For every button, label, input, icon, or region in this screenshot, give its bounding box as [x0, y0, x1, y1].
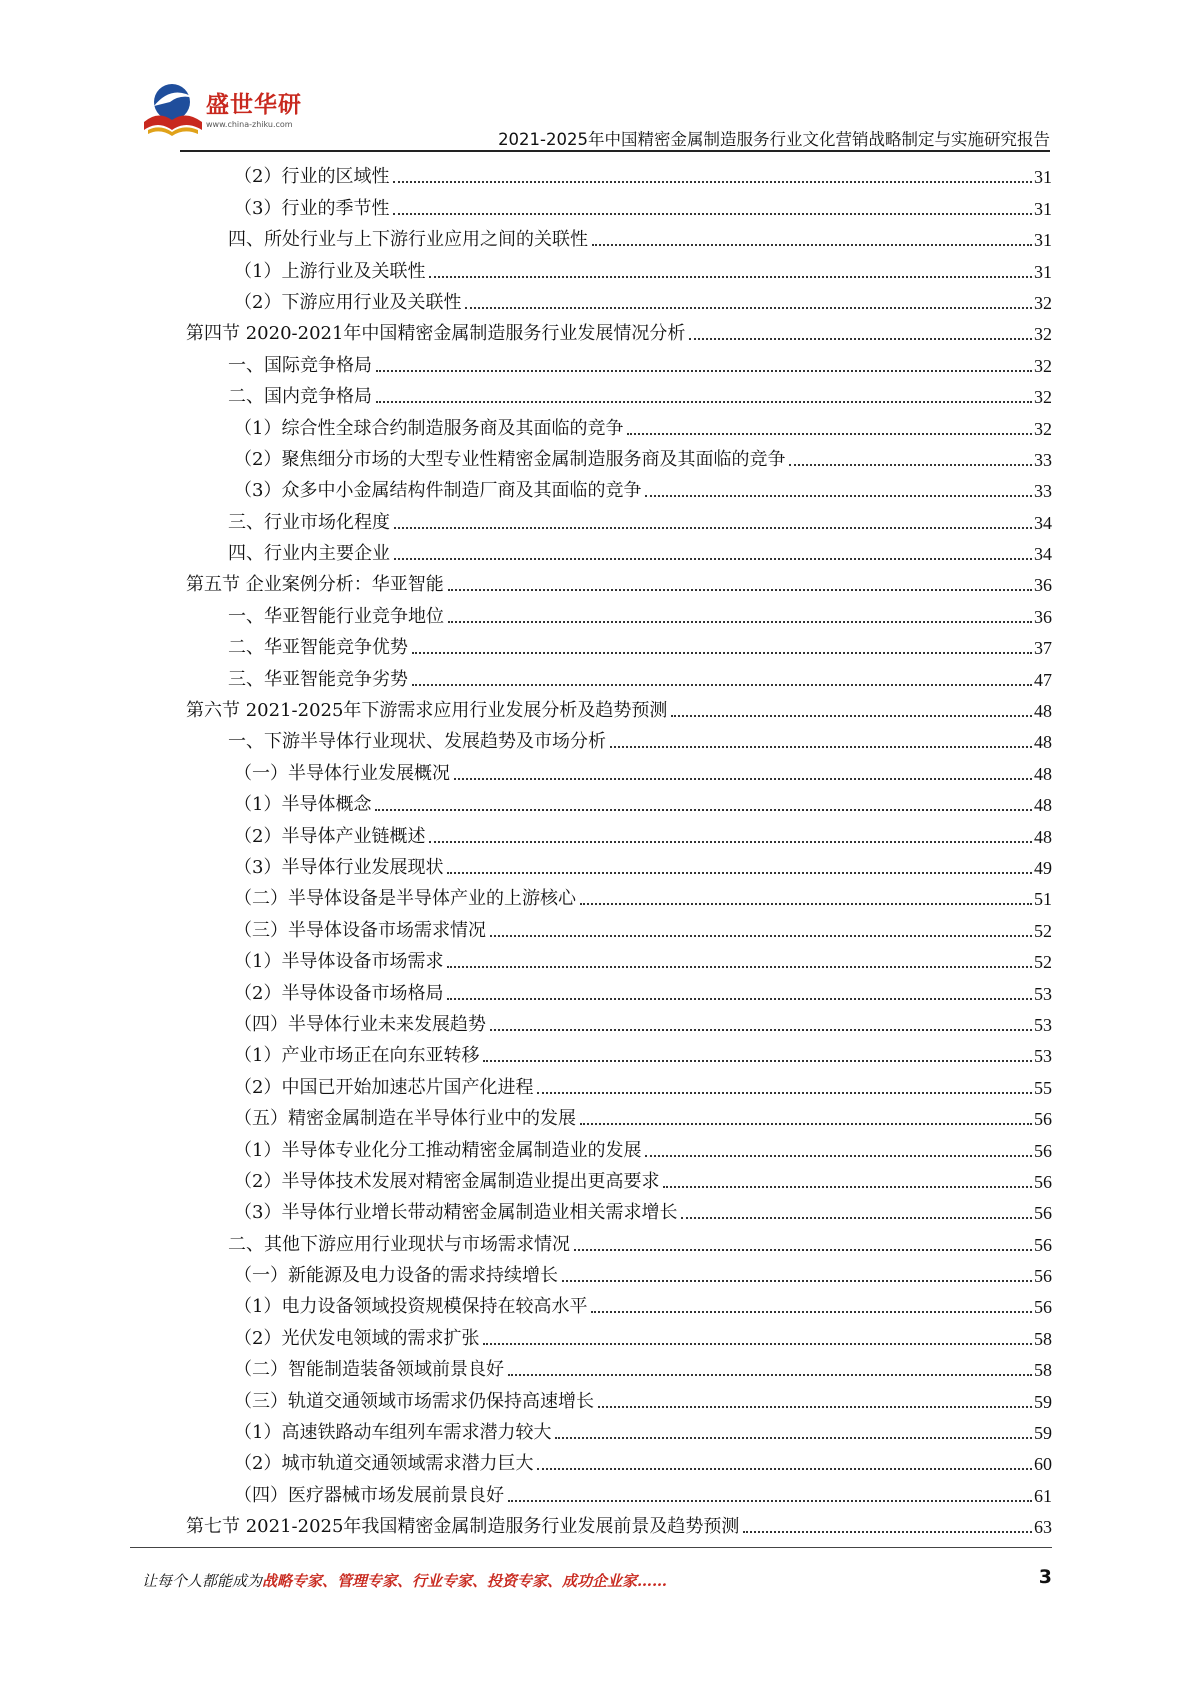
toc-entry-page: 63: [1034, 1517, 1052, 1538]
toc-entry-page: 53: [1034, 1014, 1052, 1035]
toc-leader-dots: [663, 1185, 1032, 1188]
toc-entry[interactable]: [186, 1508, 1052, 1539]
toc-entry[interactable]: [186, 817, 1052, 848]
toc-entry-label: （1）产业市场正在向东亚转移: [234, 1045, 480, 1067]
toc-entry-label: 三、华亚智能竞争劣势: [228, 668, 408, 690]
toc-entry-label: （四）半导体行业未来发展趋势: [234, 1013, 486, 1035]
toc-entry[interactable]: [186, 1414, 1052, 1445]
toc-entry[interactable]: [186, 378, 1052, 409]
toc-entry-page: 31: [1034, 261, 1052, 282]
toc-entry-label: （3）半导体行业增长带动精密金属制造业相关需求增长: [234, 1202, 678, 1224]
toc-entry-label: （2）聚焦细分市场的大型专业性精密金属制造服务商及其面临的竞争: [234, 448, 786, 470]
toc-entry[interactable]: [186, 786, 1052, 817]
toc-entry-label: （3）行业的季节性: [234, 197, 390, 219]
toc-entry-page: 33: [1034, 449, 1052, 470]
toc-entry-label: 二、华亚智能竞争优势: [228, 637, 408, 659]
toc-entry-page: 34: [1034, 512, 1052, 533]
toc-entry-label: （一）半导体行业发展概况: [234, 762, 450, 784]
toc-entry[interactable]: [186, 1476, 1052, 1507]
toc-leader-dots: [447, 965, 1032, 968]
toc-entry[interactable]: [186, 849, 1052, 880]
toc-entry-label: 三、行业市场化程度: [228, 511, 390, 533]
toc-entry-label: （1）高速铁路动车组列车需求潜力较大: [234, 1422, 552, 1444]
toc-entry-label: （2）半导体技术发展对精密金属制造业提出更高要求: [234, 1170, 660, 1192]
toc-entry-label: 一、华亚智能行业竞争地位: [228, 605, 444, 627]
toc-leader-dots: [627, 432, 1032, 435]
toc-leader-dots: [465, 306, 1032, 309]
toc-leader-dots: [574, 1248, 1032, 1251]
header-rule: [180, 150, 1050, 152]
toc-leader-dots: [555, 1436, 1032, 1439]
toc-entry[interactable]: [186, 158, 1052, 189]
toc-entry-label: （1）电力设备领域投资规模保持在较高水平: [234, 1296, 588, 1318]
toc-entry-page: 53: [1034, 983, 1052, 1004]
toc-leader-dots: [598, 1405, 1032, 1408]
toc-entry-label: （1）综合性全球合约制造服务商及其面临的竞争: [234, 417, 624, 439]
toc-entry-page: 56: [1034, 1297, 1052, 1318]
toc-entry-label: 第七节 2021-2025年我国精密金属制造服务行业发展前景及趋势预测: [186, 1516, 740, 1538]
toc-entry-label: （二）智能制造装备领域前景良好: [234, 1359, 504, 1381]
toc-entry[interactable]: [186, 1288, 1052, 1319]
toc-entry-page: 59: [1034, 1423, 1052, 1444]
toc-entry-page: 58: [1034, 1360, 1052, 1381]
toc-entry[interactable]: [186, 1319, 1052, 1350]
toc-entry-label: （2）半导体产业链概述: [234, 825, 426, 847]
toc-entry[interactable]: [186, 221, 1052, 252]
toc-entry[interactable]: [186, 629, 1052, 660]
toc-entry-page: 51: [1034, 889, 1052, 910]
footer-highlight: 战略专家、管理专家、行业专家、投资专家、成功企业家……: [262, 1572, 668, 1590]
toc-entry-page: 31: [1034, 198, 1052, 219]
toc-entry-page: 56: [1034, 1171, 1052, 1192]
toc-leader-dots: [375, 808, 1032, 811]
toc-leader-dots: [743, 1530, 1032, 1533]
toc-entry[interactable]: [186, 1225, 1052, 1256]
toc-entry-label: （1）上游行业及关联性: [234, 260, 426, 282]
toc-entry-label: 一、国际竞争格局: [228, 354, 372, 376]
toc-entry-page: 48: [1034, 795, 1052, 816]
toc-entry[interactable]: [186, 1194, 1052, 1225]
toc-entry-page: 32: [1034, 387, 1052, 408]
toc-entry[interactable]: [186, 1068, 1052, 1099]
toc-entry-label: （二）半导体设备是半导体产业的上游核心: [234, 888, 576, 910]
toc-leader-dots: [393, 180, 1032, 183]
toc-entry[interactable]: [186, 1445, 1052, 1476]
footer-prefix: 让每个人都能成为: [142, 1572, 263, 1590]
toc-leader-dots: [376, 369, 1032, 372]
toc-entry-page: 36: [1034, 606, 1052, 627]
toc-entry[interactable]: [186, 1037, 1052, 1068]
toc-entry[interactable]: [186, 911, 1052, 942]
toc-entry-label: （五）精密金属制造在半导体行业中的发展: [234, 1108, 576, 1130]
toc-leader-dots: [412, 651, 1032, 654]
toc-leader-dots: [671, 714, 1032, 717]
toc-entry-label: 第四节 2020-2021年中国精密金属制造服务行业发展情况分析: [186, 323, 686, 345]
toc-leader-dots: [483, 1342, 1032, 1345]
toc-leader-dots: [610, 745, 1032, 748]
toc-entry-page: 48: [1034, 732, 1052, 753]
toc-entry-page: 58: [1034, 1328, 1052, 1349]
toc-entry-page: 52: [1034, 952, 1052, 973]
toc-leader-dots: [376, 400, 1032, 403]
toc-entry[interactable]: [186, 503, 1052, 534]
toc-entry-page: 49: [1034, 857, 1052, 878]
report-title: 2021-2025年中国精密金属制造服务行业文化营销战略制定与实施研究报告: [498, 130, 1050, 149]
toc-entry-page: 31: [1034, 167, 1052, 188]
toc-entry[interactable]: [186, 974, 1052, 1005]
footer-slogan: [142, 1570, 667, 1591]
toc-entry-label: （2）光伏发电领域的需求扩张: [234, 1327, 480, 1349]
toc-entry-page: 56: [1034, 1140, 1052, 1161]
toc-entry[interactable]: [186, 754, 1052, 785]
toc-entry[interactable]: [186, 943, 1052, 974]
table-of-contents: [186, 158, 1052, 1539]
toc-entry-page: 32: [1034, 355, 1052, 376]
toc-entry[interactable]: [186, 346, 1052, 377]
toc-entry[interactable]: [186, 189, 1052, 220]
toc-entry-page: 60: [1034, 1454, 1052, 1475]
toc-entry-page: 56: [1034, 1266, 1052, 1287]
toc-entry[interactable]: [186, 1351, 1052, 1382]
toc-entry-page: 48: [1034, 701, 1052, 722]
book-swoosh-icon: [140, 80, 206, 144]
toc-leader-dots: [448, 620, 1032, 623]
toc-entry-label: （3）半导体行业发展现状: [234, 856, 444, 878]
toc-entry[interactable]: [186, 1006, 1052, 1037]
toc-entry-page: 56: [1034, 1234, 1052, 1255]
toc-entry[interactable]: [186, 409, 1052, 440]
toc-leader-dots: [562, 1279, 1032, 1282]
toc-entry[interactable]: [186, 597, 1052, 628]
toc-leader-dots: [490, 1028, 1032, 1031]
toc-entry-label: 一、下游半导体行业现状、发展趋势及市场分析: [228, 731, 606, 753]
toc-leader-dots: [537, 1467, 1032, 1470]
toc-entry-page: 56: [1034, 1203, 1052, 1224]
toc-leader-dots: [789, 463, 1032, 466]
toc-entry[interactable]: [186, 723, 1052, 754]
toc-leader-dots: [412, 683, 1032, 686]
logo-name: 盛世华研: [206, 92, 302, 118]
toc-entry-page: 61: [1034, 1485, 1052, 1506]
toc-leader-dots: [429, 275, 1032, 278]
toc-entry[interactable]: [186, 284, 1052, 315]
toc-entry-label: （三）半导体设备市场需求情况: [234, 919, 486, 941]
toc-entry[interactable]: [186, 535, 1052, 566]
toc-entry-label: 第六节 2021-2025年下游需求应用行业发展分析及趋势预测: [186, 700, 668, 722]
toc-leader-dots: [448, 588, 1032, 591]
toc-entry[interactable]: [186, 441, 1052, 472]
company-logo: [140, 80, 310, 144]
toc-entry-label: （2）行业的区域性: [234, 166, 390, 188]
toc-leader-dots: [580, 1122, 1032, 1125]
toc-entry-page: 48: [1034, 763, 1052, 784]
toc-entry-label: （2）中国已开始加速芯片国产化进程: [234, 1076, 534, 1098]
toc-entry-label: （2）半导体设备市场格局: [234, 982, 444, 1004]
toc-entry-page: 36: [1034, 575, 1052, 596]
toc-entry[interactable]: [186, 472, 1052, 503]
toc-leader-dots: [591, 1310, 1032, 1313]
toc-entry[interactable]: [186, 692, 1052, 723]
page-number: 3: [1038, 1566, 1052, 1588]
toc-entry[interactable]: [186, 660, 1052, 691]
toc-entry-label: （2）下游应用行业及关联性: [234, 291, 462, 313]
toc-entry[interactable]: [186, 1257, 1052, 1288]
toc-entry-label: （2）城市轨道交通领域需求潜力巨大: [234, 1453, 534, 1475]
toc-entry-label: 第五节 企业案例分析：华亚智能: [186, 574, 444, 596]
toc-leader-dots: [394, 526, 1032, 529]
toc-leader-dots: [483, 1059, 1032, 1062]
toc-entry-page: 48: [1034, 826, 1052, 847]
toc-leader-dots: [508, 1373, 1032, 1376]
toc-entry-label: （3）众多中小金属结构件制造厂商及其面临的竞争: [234, 480, 642, 502]
toc-entry-page: 34: [1034, 544, 1052, 565]
toc-entry-page: 56: [1034, 1109, 1052, 1130]
toc-entry[interactable]: [186, 1382, 1052, 1413]
footer-rule: [130, 1547, 1052, 1548]
toc-entry-label: （1）半导体设备市场需求: [234, 951, 444, 973]
toc-leader-dots: [537, 1091, 1032, 1094]
toc-leader-dots: [454, 777, 1032, 780]
toc-entry-label: （1）半导体专业化分工推动精密金属制造业的发展: [234, 1139, 642, 1161]
toc-entry-label: （1）半导体概念: [234, 794, 372, 816]
toc-entry[interactable]: [186, 566, 1052, 597]
toc-entry-label: 四、行业内主要企业: [228, 543, 390, 565]
toc-leader-dots: [645, 1154, 1032, 1157]
toc-entry-label: （三）轨道交通领域市场需求仍保持高速增长: [234, 1390, 594, 1412]
toc-leader-dots: [429, 840, 1032, 843]
toc-entry-label: （四）医疗器械市场发展前景良好: [234, 1484, 504, 1506]
toc-entry-page: 32: [1034, 418, 1052, 439]
toc-entry-label: 四、所处行业与上下游行业应用之间的关联性: [228, 229, 588, 251]
toc-entry-label: 二、国内竞争格局: [228, 386, 372, 408]
toc-leader-dots: [447, 871, 1032, 874]
toc-leader-dots: [580, 902, 1032, 905]
toc-entry-page: 55: [1034, 1077, 1052, 1098]
toc-entry-page: 31: [1034, 230, 1052, 251]
toc-entry-page: 53: [1034, 1046, 1052, 1067]
toc-entry-page: 37: [1034, 638, 1052, 659]
toc-entry[interactable]: [186, 315, 1052, 346]
toc-entry-page: 33: [1034, 481, 1052, 502]
toc-leader-dots: [508, 1499, 1032, 1502]
toc-leader-dots: [689, 337, 1032, 340]
toc-leader-dots: [645, 494, 1032, 497]
toc-entry-label: （一）新能源及电力设备的需求持续增长: [234, 1265, 558, 1287]
toc-entry-page: 59: [1034, 1391, 1052, 1412]
toc-leader-dots: [447, 997, 1032, 1000]
toc-entry-page: 32: [1034, 324, 1052, 345]
toc-leader-dots: [490, 934, 1032, 937]
toc-entry-page: 52: [1034, 920, 1052, 941]
toc-leader-dots: [394, 557, 1032, 560]
toc-leader-dots: [681, 1216, 1032, 1219]
toc-entry-label: 二、其他下游应用行业现状与市场需求情况: [228, 1233, 570, 1255]
toc-entry-page: 32: [1034, 292, 1052, 313]
toc-entry[interactable]: [186, 1131, 1052, 1162]
toc-leader-dots: [393, 212, 1032, 215]
toc-entry[interactable]: [186, 1163, 1052, 1194]
toc-entry[interactable]: [186, 252, 1052, 283]
logo-url: www.china-zhiku.com: [206, 120, 293, 129]
toc-entry-page: 47: [1034, 669, 1052, 690]
toc-leader-dots: [592, 243, 1032, 246]
page-header: [140, 80, 1050, 150]
toc-entry[interactable]: [186, 880, 1052, 911]
toc-entry[interactable]: [186, 1100, 1052, 1131]
